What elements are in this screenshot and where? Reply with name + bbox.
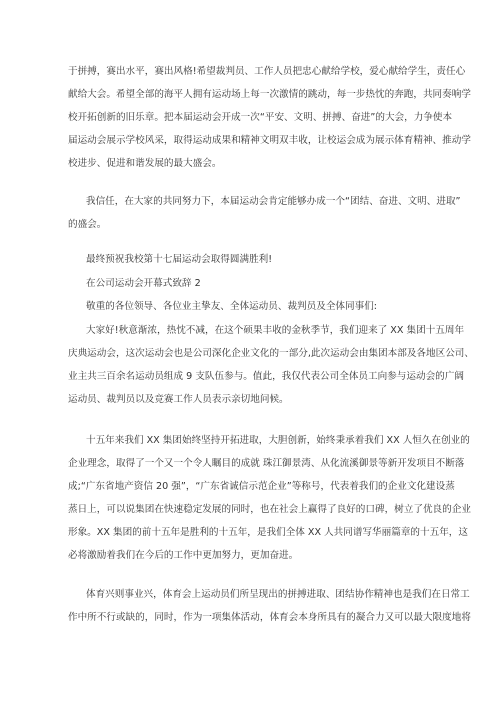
text-line: 蒸日上，可以说集团在快速稳定发展的同时，也在社会上赢得了良好的口碑，树立了优良的企业 xyxy=(68,504,471,515)
text-line: 必将激励着我们在今后的工作中更加努力，更加奋进。 xyxy=(68,550,299,561)
text-line: 的盛会。 xyxy=(68,219,107,230)
text-line: 体育兴则事业兴，体育会上运动员们所呈现出的拼搏进取、团结协作精神也是我们在日常工 xyxy=(86,589,470,600)
text-line: 庆典运动会，这次运动会也是公司深化企业文化的一部分,此次运动会由集团本部及各地区公司、 xyxy=(68,348,474,359)
text-line: 献给大会。希望全部的海平人拥有运动场上每一次激情的跳动，每一步热忱的奔跑，共同奏响学 xyxy=(68,89,471,100)
text-line: 业主共三百余名运动员组成 9 支队伍参与。值此，我仅代表公司全体员工向参与运动会的广阔 xyxy=(68,371,464,382)
text-line: 我信任，在大家的共同努力下，本届运动会肯定能够办成一个“团结、奋进、文明、进取” xyxy=(86,196,461,207)
salutation: 敬重的各位领导、各位业主挚友、全体运动员、裁判员及全体同事们: xyxy=(86,301,378,312)
text-line: 校进步、促进和谐发展的最大盛会。 xyxy=(68,158,222,169)
text-line: 大家好!秋意渐浓，热忱不减，在这个硕果丰收的金秋季节，我们迎来了 XX 集团十五周年 xyxy=(86,325,465,336)
text-line: 于拼搏，赛出水平，赛出风格!希望裁判员、工作人员把忠心献给学校，爱心献给学生，责任心 xyxy=(68,66,466,77)
text-line: 校开拓创新的旧乐章。把本届运动会开成一次“平安、文明、拼搏、奋进”的大会，力争使本 xyxy=(68,112,453,123)
text-line: 届运动会展示学校风采，取得运动成果和精神文明双丰收，让校运会成为展示体育精神、推动学 xyxy=(68,135,471,146)
text-line: 十五年来我们 XX 集团始终坚持开拓进取，大胆创新，始终秉承着我们 XX 人恒久在创业的 xyxy=(86,435,470,446)
text-line: 形象。XX 集团的前十五年是胜利的十五年，是我们全体 XX 人共同谱写华丽篇章的十五年，这 xyxy=(68,527,468,538)
text-line: 成;“广东省地产资信 20 强”，“广东省诚信示范企业”等称号，代表着我们的企业文化建设蒸 xyxy=(68,481,455,492)
text-line: 最终预祝我校第十七届运动会取得圆满胜利! xyxy=(86,254,273,265)
text-line: 运动员、裁判员以及竞赛工作人员表示亲切地问候。 xyxy=(68,394,289,405)
text-line: 企业理念，取得了一个又一个令人瞩目的成就 珠江御景湾、从化流溪御景等新开发项目不断落 xyxy=(68,458,465,469)
section-title: 在公司运动会开幕式致辞 2 xyxy=(86,278,201,289)
text-line: 作中所不行或缺的，同时，作为一项集体活动，体育会本身所具有的凝合力又可以最大限度地将 xyxy=(68,612,471,623)
